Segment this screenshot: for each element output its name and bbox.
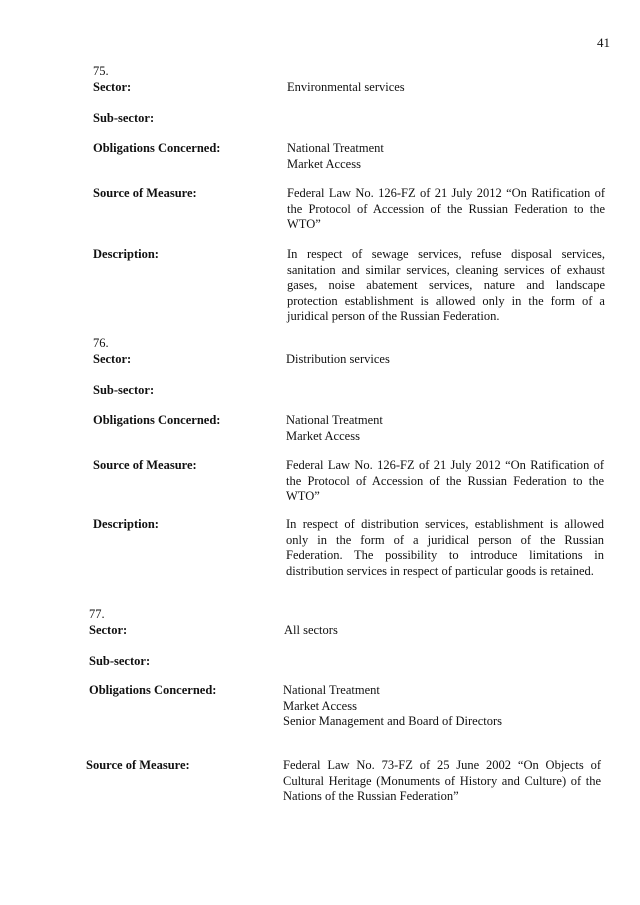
source-label: Source of Measure: <box>86 758 190 772</box>
obligation-item: National Treatment <box>287 141 384 155</box>
sector-value: Distribution services <box>286 352 390 366</box>
subsector-label: Sub-sector: <box>89 654 151 668</box>
obligations-value <box>287 141 605 172</box>
entry-number: 77. <box>89 607 105 621</box>
description-label: Description: <box>93 517 159 531</box>
obligation-item: Market Access <box>283 698 357 713</box>
source-value: Federal Law No. 126-FZ of 21 July 2012 “On Ratification of the Protocol of Accession of the Russian Federation to the WTO” <box>286 458 604 503</box>
sector-value: Environmental services <box>287 80 405 94</box>
description-value: In respect of distribution services, establishment is allowed only in the form of a juridical person of the Russian Federation. The possibility to introduce limitations in distribution services in respect of particular goods is retained. <box>286 517 604 578</box>
obligations-label: Obligations Concerned: <box>89 683 217 697</box>
obligation-item: National Treatment <box>283 683 380 697</box>
page-number: 41 <box>597 35 610 50</box>
source-value: Federal Law No. 126-FZ of 21 July 2012 “On Ratification of the Protocol of Accession of the Russian Federation to the WTO” <box>287 186 605 231</box>
subsector-label: Sub-sector: <box>93 383 155 397</box>
sector-label: Sector: <box>89 623 128 637</box>
obligations-label: Obligations Concerned: <box>93 141 221 155</box>
entry-number: 76. <box>93 336 109 350</box>
obligation-item: Senior Management and Board of Directors <box>283 714 503 728</box>
obligations-label: Obligations Concerned: <box>93 413 221 427</box>
source-label: Source of Measure: <box>93 186 197 200</box>
sector-value: All sectors <box>284 623 338 637</box>
source-value: Federal Law No. 73-FZ of 25 June 2002 “On Objects of Cultural Heritage (Monuments of History and Culture) of the Nations of the Russian Federation” <box>283 758 601 803</box>
obligation-item: National Treatment <box>286 413 383 427</box>
description-value: In respect of sewage services, refuse disposal services, sanitation and similar services, cleaning services of exhaust gases, noise abatement services, nature and landscape protection establishment is allowed only in the form of a juridical person of the Russian Federation. <box>287 247 605 323</box>
sector-label: Sector: <box>93 352 132 366</box>
obligations-value <box>283 683 601 730</box>
obligation-item: Market Access <box>287 156 361 171</box>
subsector-label: Sub-sector: <box>93 111 155 125</box>
obligation-item: Market Access <box>286 428 360 443</box>
source-label: Source of Measure: <box>93 458 197 472</box>
sector-label: Sector: <box>93 80 132 94</box>
entry-number: 75. <box>93 64 109 78</box>
description-label: Description: <box>93 247 159 261</box>
obligations-value <box>286 413 604 444</box>
